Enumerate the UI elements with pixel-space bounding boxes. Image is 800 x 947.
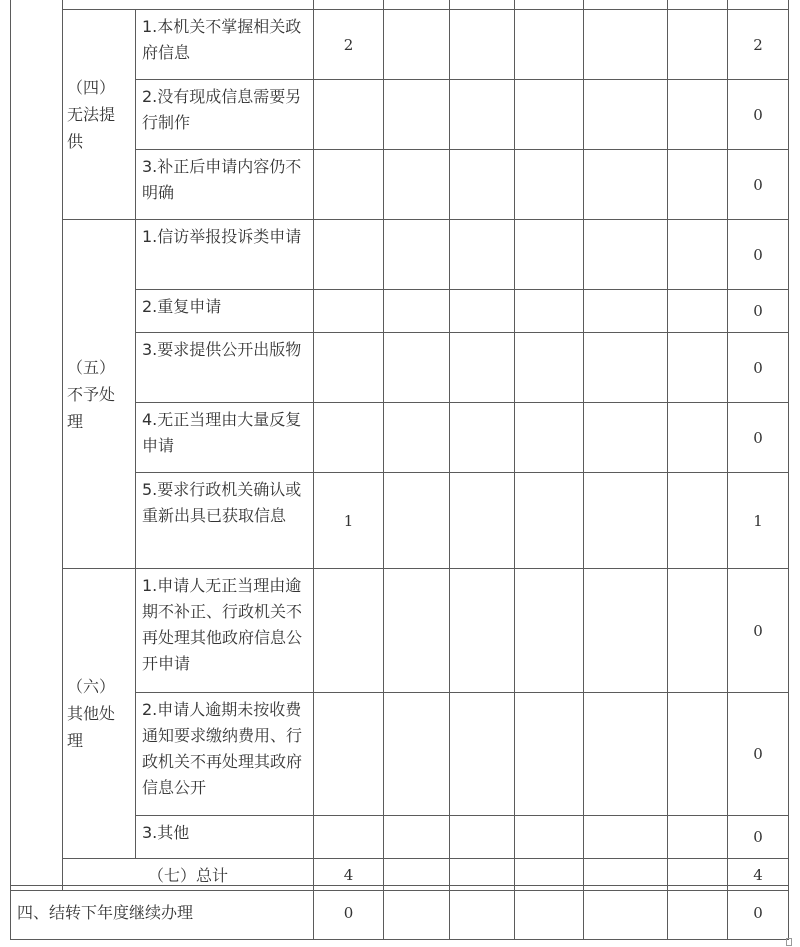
- first-value-cell: [314, 816, 384, 859]
- outer-category-cell: [11, 0, 63, 891]
- item-label: 2.申请人逾期未按收费通知要求缴纳费用、行政机关不再处理其政府信息公开: [136, 693, 314, 816]
- first-value-cell: [314, 403, 384, 473]
- statistics-table: [10, 0, 789, 891]
- total-cell: 0: [728, 333, 789, 403]
- carry-over-total: 0: [728, 886, 789, 940]
- total-cell: 0: [728, 150, 789, 220]
- carry-over-label: 四、结转下年度继续办理: [11, 886, 314, 940]
- total-cell: 0: [728, 569, 789, 693]
- page-corner-mark: [786, 938, 792, 946]
- item-label: 1.信访举报投诉类申请: [136, 220, 314, 290]
- total-sum-value: 4: [728, 859, 789, 891]
- item-label: 3.其他: [136, 816, 314, 859]
- item-label: 4.无正当理由大量反复申请: [136, 403, 314, 473]
- first-value-cell: [314, 150, 384, 220]
- item-label: 3.补正后申请内容仍不明确: [136, 150, 314, 220]
- first-value-cell: [314, 220, 384, 290]
- first-value-cell: [314, 693, 384, 816]
- carry-over-table: [10, 885, 789, 940]
- carry-over-row: [11, 886, 789, 940]
- item-label: 2.重复申请: [136, 290, 314, 333]
- total-cell: 0: [728, 80, 789, 150]
- table-row: [11, 569, 789, 693]
- first-value-cell: [314, 569, 384, 693]
- item-label: 2.没有现成信息需要另行制作: [136, 80, 314, 150]
- first-value-cell: 1: [314, 473, 384, 569]
- item-label: 3.要求提供公开出版物: [136, 333, 314, 403]
- total-cell: 2: [728, 10, 789, 80]
- total-cell: 0: [728, 290, 789, 333]
- table-row: [11, 220, 789, 290]
- item-label: 1.申请人无正当理由逾期不补正、行政机关不再处理其他政府信息公开申请: [136, 569, 314, 693]
- total-cell: 0: [728, 693, 789, 816]
- first-value-cell: [314, 333, 384, 403]
- item-label: 5.要求行政机关确认或重新出具已获取信息: [136, 473, 314, 569]
- total-cell: 0: [728, 816, 789, 859]
- carry-over-first-value: 0: [314, 886, 384, 940]
- total-label: （七）总计: [63, 859, 314, 891]
- clipped-cell: [63, 0, 314, 10]
- clipped-row: [11, 0, 789, 10]
- group-label-6: （六） 其他处 理: [63, 569, 136, 859]
- group-label-5: （五） 不予处 理: [63, 220, 136, 569]
- first-value-cell: [314, 290, 384, 333]
- first-value-cell: 2: [314, 10, 384, 80]
- item-label: 1.本机关不掌握相关政府信息: [136, 10, 314, 80]
- total-cell: 0: [728, 220, 789, 290]
- total-cell: 0: [728, 403, 789, 473]
- table-row: [11, 10, 789, 80]
- total-first-value: 4: [314, 859, 384, 891]
- first-value-cell: [314, 80, 384, 150]
- group-label-4: （四） 无法提 供: [63, 10, 136, 220]
- total-cell: 1: [728, 473, 789, 569]
